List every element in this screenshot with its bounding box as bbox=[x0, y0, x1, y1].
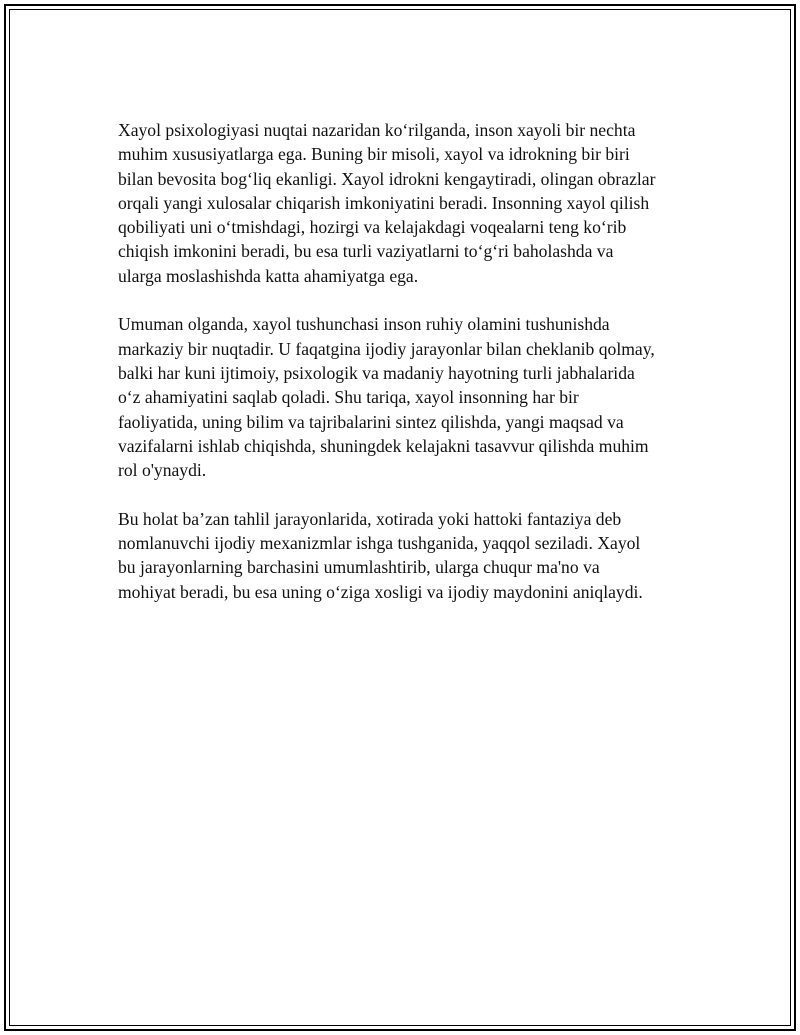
paragraph-3: Bu holat baʼzan tahlil jarayonlarida, xotirada yoki hattoki fantaziya deb nomlanuvchi ijodiy mexanizmlar ishga tushganida, yaqqol seziladi. Xayol bu jarayonlarning barchasini umumlashtirib, ularga chuqur ma'no va mohiyat beradi, bu esa uning oʻziga xosligi va ijodiy maydonini aniqlaydi. bbox=[118, 508, 643, 602]
paragraph-2: Umuman olganda, xayol tushunchasi inson ruhiy olamini tushunishda markaziy bir nuqtadir. U faqatgina ijodiy jarayonlar bilan cheklanib qolmay, balki har kuni ijtimoiy, psixologik va madaniy hayotning turli jabhalarida oʻz ahamiyatini saqlab qoladi. Shu tariqa, xayol insonning har bir faoliyatida, uning bilim va tajribalarini sintez qilishda, yangi maqsad va vazifalarni ishlab chiqishda, shuningdek kelajakni tasavvur qilishda muhim rol o'ynaydi. bbox=[118, 314, 655, 481]
document-body bbox=[118, 118, 690, 628]
paragraph-1: Xayol psixologiyasi nuqtai nazaridan koʻrilganda, inson xayoli bir nechta muhim xususiyatlarga ega. Buning bir misoli, xayol va idrokning bir biri bilan bevosita bogʻliq ekanligi. Xayol idrokni kengaytiradi, olingan obrazlar orqali yangi xulosalar chiqarish imkoniyatini beradi. Insonning xayol qilish qobiliyati uni oʻtmishdagi, hozirgi va kelajakdagi voqealarni teng koʻrib chiqish imkonini beradi, bu esa turli vaziyatlarni toʻgʻri baholashda va ularga moslashishda katta ahamiyatga ega. bbox=[118, 120, 656, 286]
